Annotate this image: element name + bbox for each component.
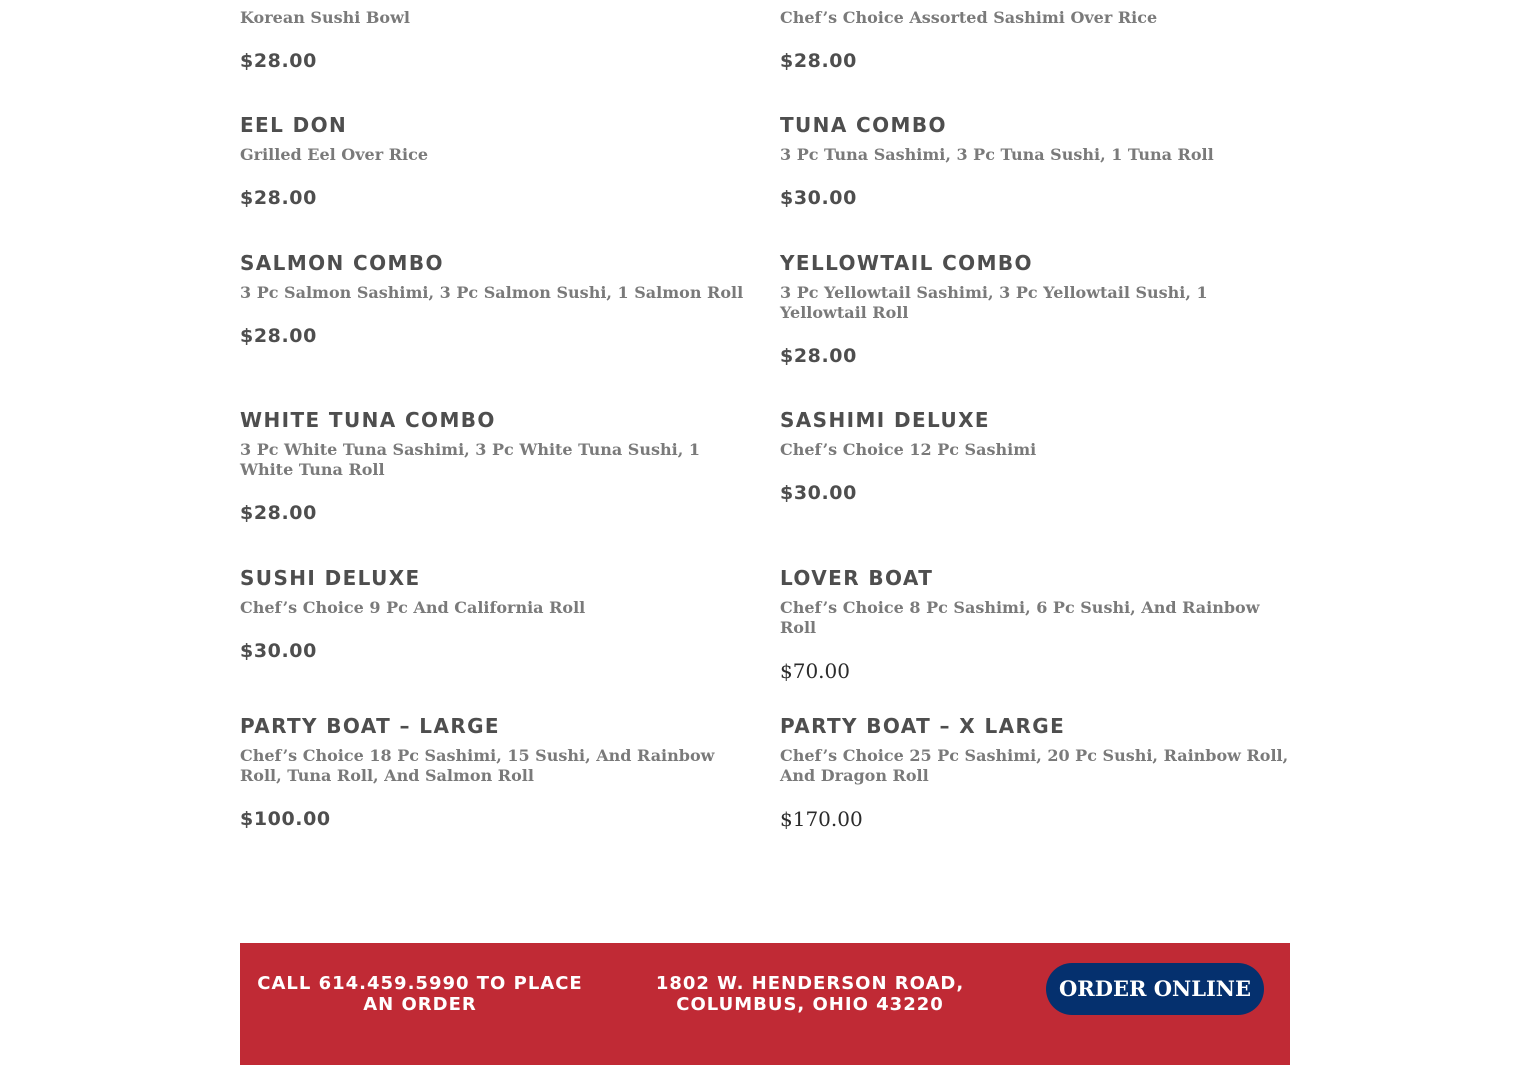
menu-item-white-tuna-combo xyxy=(240,408,750,525)
menu-item-description: Korean Sushi Bowl xyxy=(240,8,410,27)
menu-item-description: Chef’s Choice 12 Pc Sashimi xyxy=(780,440,1037,459)
menu-item-price: $30.00 xyxy=(780,482,857,504)
menu-item-sushi-deluxe xyxy=(240,566,750,663)
menu-item-description: Chef’s Choice 9 Pc And California Roll xyxy=(240,598,586,617)
menu-item-name: PARTY BOAT – X LARGE xyxy=(780,714,1066,738)
menu-item-sashimi-deluxe xyxy=(780,408,1290,505)
menu-item-name: LOVER BOAT xyxy=(780,566,934,590)
menu-item-price: $28.00 xyxy=(780,50,857,72)
menu-item-price: $28.00 xyxy=(240,325,317,347)
menu-item-name: EEL DON xyxy=(240,113,348,137)
menu-item-description: Chef’s Choice 18 Pc Sashimi, 15 Sushi, And Rainbow Roll, Tuna Roll, And Salmon Roll xyxy=(240,746,715,785)
menu-item-tuna-combo xyxy=(780,113,1290,210)
menu-item-party-boat-x-large xyxy=(780,714,1290,831)
menu-item-korean-sushi-bowl xyxy=(240,0,750,73)
menu-item-price: $100.00 xyxy=(240,808,331,830)
menu-item-lover-boat xyxy=(780,566,1290,683)
menu-item-name: SALMON COMBO xyxy=(240,251,444,275)
menu-item-description: Grilled Eel Over Rice xyxy=(240,145,428,164)
menu-item-name: YELLOWTAIL COMBO xyxy=(780,251,1033,275)
menu-item-price: $28.00 xyxy=(780,345,857,367)
menu-item-name: SUSHI DELUXE xyxy=(240,566,421,590)
menu-item-description: Chef’s Choice 8 Pc Sashimi, 6 Pc Sushi, And Rainbow Roll xyxy=(780,598,1260,637)
menu-item-description: 3 Pc Yellowtail Sashimi, 3 Pc Yellowtail Sushi, 1 Yellowtail Roll xyxy=(780,283,1208,322)
menu-item-description: 3 Pc Tuna Sashimi, 3 Pc Tuna Sushi, 1 Tuna Roll xyxy=(780,145,1214,164)
menu-item-description: 3 Pc White Tuna Sashimi, 3 Pc White Tuna Sushi, 1 White Tuna Roll xyxy=(240,440,700,479)
order-footer-band xyxy=(240,943,1290,1065)
menu-item-price: $28.00 xyxy=(240,187,317,209)
menu-item-price: $28.00 xyxy=(240,50,317,72)
call-to-order-text: CALL 614.459.5990 TO PLACE AN ORDER xyxy=(257,973,583,1015)
menu-item-price: $70.00 xyxy=(780,659,850,683)
menu-item-name: SASHIMI DELUXE xyxy=(780,408,990,432)
menu-item-party-boat-large xyxy=(240,714,750,831)
menu-item-price: $28.00 xyxy=(240,502,317,524)
menu-item-description: Chef’s Choice 25 Pc Sashimi, 20 Pc Sushi, Rainbow Roll, And Dragon Roll xyxy=(780,746,1289,785)
restaurant-address: 1802 W. HENDERSON ROAD, COLUMBUS, OHIO 43220 xyxy=(655,973,965,1015)
menu-item-description: 3 Pc Salmon Sashimi, 3 Pc Salmon Sushi, 1 Salmon Roll xyxy=(240,283,744,302)
menu-item-price: $170.00 xyxy=(780,807,863,831)
menu-item-yellowtail-combo xyxy=(780,251,1290,368)
menu-item-name: PARTY BOAT – LARGE xyxy=(240,714,500,738)
menu-item-name: WHITE TUNA COMBO xyxy=(240,408,496,432)
menu-item-chirashi xyxy=(780,0,1290,73)
menu-item-description: Chef’s Choice Assorted Sashimi Over Rice xyxy=(780,8,1158,27)
menu-item-salmon-combo xyxy=(240,251,750,348)
menu-item-name: TUNA COMBO xyxy=(780,113,947,137)
menu-item-price: $30.00 xyxy=(780,187,857,209)
order-online-button[interactable]: ORDER ONLINE xyxy=(1046,963,1264,1015)
menu-item-price: $30.00 xyxy=(240,640,317,662)
menu-item-eel-don xyxy=(240,113,750,210)
